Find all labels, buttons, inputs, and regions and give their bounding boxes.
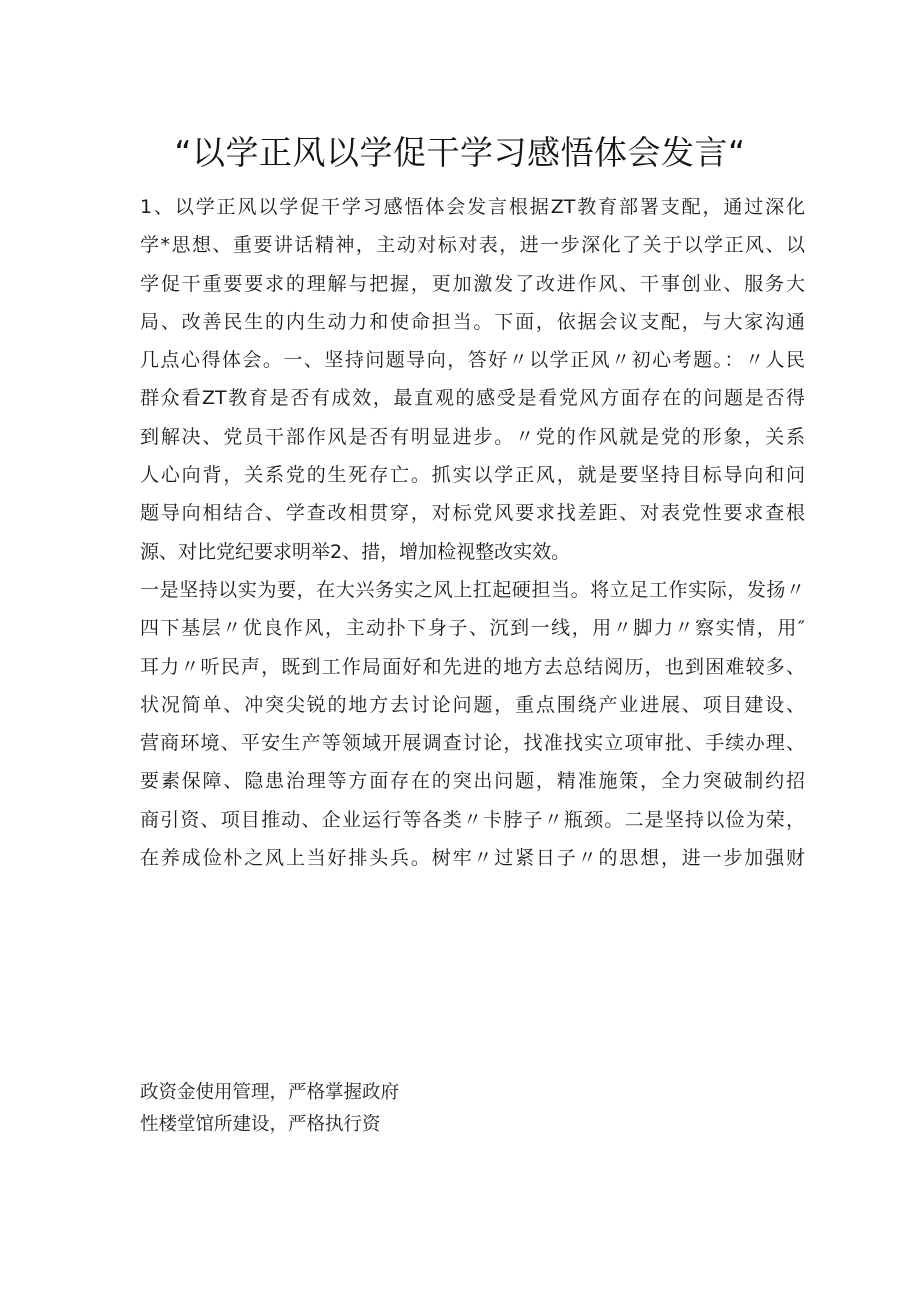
- text-line: 学促干重要要求的理解与把握，更加激发了改进作风、干事创业、服务大: [140, 272, 805, 295]
- document-title: “以学正风以学促干学习感悟体会发言“: [174, 133, 746, 172]
- tail-line: 政资金使用管理，严格掌握政府: [140, 1082, 400, 1103]
- text-line: 人心向背，关系党的生死存亡。抓实以学正风，就是要坚持目标导向和问: [140, 464, 805, 487]
- text-line: 源、对比党纪要求明举2、措，增加检视整改实效。: [140, 540, 571, 563]
- text-line: 几点心得体会。一、坚持问题导向，答好〃以学正风〃初心考题。：〃人民: [140, 349, 805, 372]
- tail-line: 性楼堂馆所建设，严格执行资: [140, 1114, 381, 1135]
- text-line: 题导向相结合、学查改相贯穿，对标党风要求找差距、对表党性要求查根: [140, 502, 805, 525]
- text-line: 1、以学正风以学促干学习感悟体会发言根据ZT教育部署支配，通过深化: [140, 196, 805, 218]
- document-body: [140, 188, 805, 877]
- text-line: 学*思想、重要讲话精神，主动对标对表，进一步深化了关于以学正风、以: [140, 234, 805, 257]
- text-line: 在养成俭朴之风上当好排头兵。树牢〃过紧日子〃的思想，进一步加强财: [140, 847, 805, 870]
- paragraph-1: [140, 188, 805, 571]
- text-line: 要素保障、隐患治理等方面存在的突出问题，精准施策，全力突破制约招: [140, 770, 805, 793]
- text-line: 到解决、党员干部作风是否有明显进步。〃党的作风就是党的形象，关系: [140, 425, 805, 448]
- text-line: 群众看ZT教育是否有成效，最直观的感受是看党风方面存在的问题是否得: [140, 387, 805, 410]
- text-line: 局、改善民生的内生动力和使命担当。下面，依据会议支配，与大家沟通: [140, 310, 805, 333]
- text-line: 一是坚持以实为要，在大兴务实之风上扛起硬担当。将立足工作实际，发扬〃: [140, 578, 805, 601]
- text-line: 营商环境、平安生产等领域开展调查讨论，找准找实立项审批、手续办理、: [140, 732, 805, 755]
- text-line: 商引资、项目推动、企业运行等各类〃卡脖子〃瓶颈。二是坚持以俭为荣，: [140, 808, 805, 831]
- paragraph-2: [140, 571, 805, 877]
- text-line: 状况简单、冲突尖锐的地方去讨论问题，重点围绕产业进展、项目建设、: [140, 693, 805, 716]
- text-line: 耳力〃听民声，既到工作局面好和先进的地方去总结阅历，也到困难较多、: [140, 655, 805, 678]
- text-line: 四下基层〃优良作风，主动扑下身子、沉到一线，用〃脚力〃察实情，用″: [140, 617, 805, 640]
